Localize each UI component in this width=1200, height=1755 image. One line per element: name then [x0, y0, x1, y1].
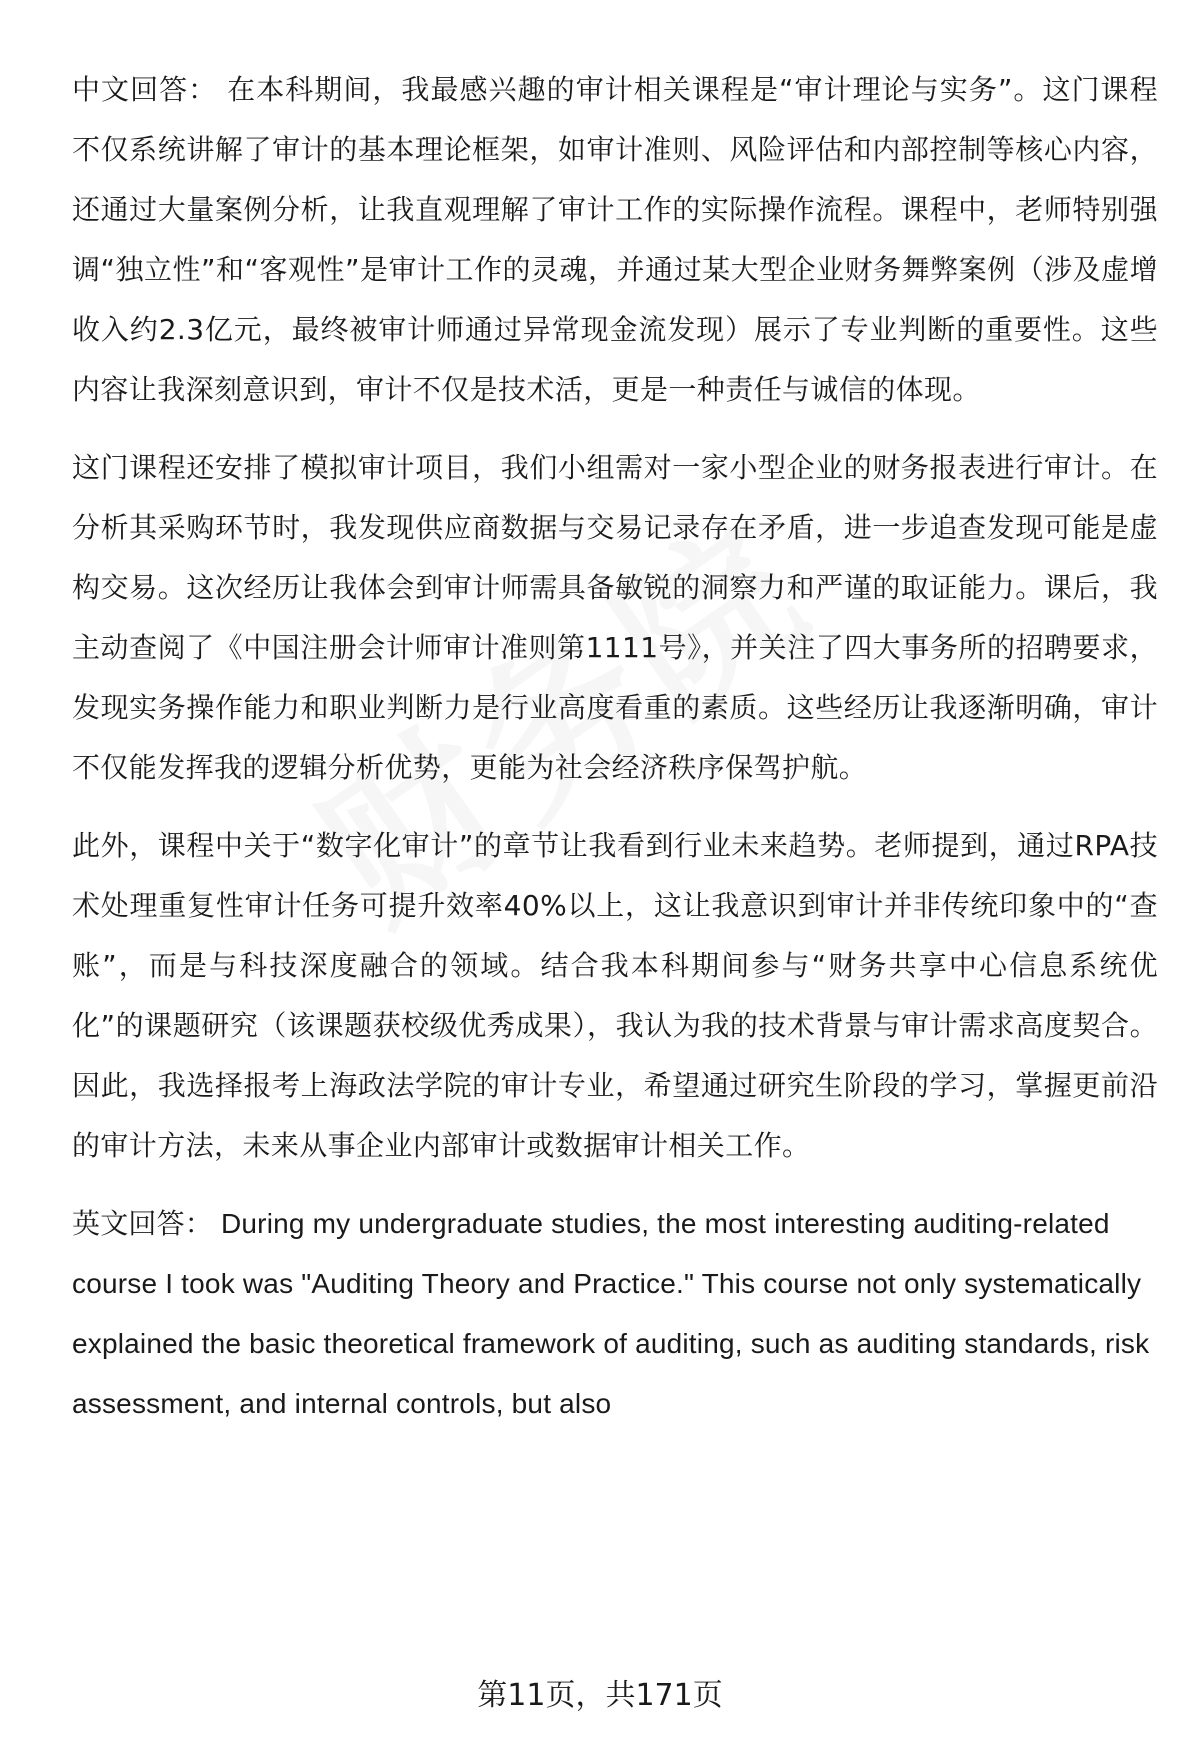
paragraph-chinese-answer-2: 这门课程还安排了模拟审计项目，我们小组需对一家小型企业的财务报表进行审计。在分析其采购环节时，我发现供应商数据与交易记录存在矛盾，进一步追查发现可能是虚构交易。这次经历让我体会到审计师需具备敏锐的洞察力和严谨的取证能力。课后，我主动查阅了《中国注册会计师审计准则第1111号》，并关注了四大事务所的招聘要求，发现实务操作能力和职业判断力是行业高度看重的素质。这些经历让我逐渐明确，审计不仅能发挥我的逻辑分析优势，更能为社会经济秩序保驾护航。 [72, 451, 1158, 784]
page-number: 第11页，共171页 [477, 1678, 723, 1713]
paragraph-english-answer: 英文回答： During my undergraduate studies, the most interesting auditing-related course I took was "Auditing Theory and Practice." This course not only systematically explained the basic theoretical framework of auditing, such as auditing standards, risk assessment, and internal controls, but also [72, 1208, 1150, 1419]
paragraph-chinese-answer-1: 中文回答： 在本科期间，我最感兴趣的审计相关课程是“审计理论与实务”。这门课程不仅系统讲解了审计的基本理论框架，如审计准则、风险评估和内部控制等核心内容，还通过大量案例分析，让我直观理解了审计工作的实际操作流程。课程中，老师特别强调“独立性”和“客观性”是审计工作的灵魂，并通过某大型企业财务舞弊案例（涉及虚增收入约2.3亿元，最终被审计师通过异常现金流发现）展示了专业判断的重要性。这些内容让我深刻意识到，审计不仅是技术活，更是一种责任与诚信的体现。 [72, 73, 1158, 406]
document-body [72, 60, 1158, 1452]
paragraph-chinese-answer-3: 此外，课程中关于“数字化审计”的章节让我看到行业未来趋势。老师提到，通过RPA技术处理重复性审计任务可提升效率40%以上，这让我意识到审计并非传统印象中的“查账”，而是与科技深度融合的领域。结合我本科期间参与“财务共享中心信息系统优化”的课题研究（该课题获校级优秀成果），我认为我的技术背景与审计需求高度契合。因此，我选择报考上海政法学院的审计专业，希望通过研究生阶段的学习，掌握更前沿的审计方法，未来从事企业内部审计或数据审计相关工作。 [72, 829, 1158, 1162]
